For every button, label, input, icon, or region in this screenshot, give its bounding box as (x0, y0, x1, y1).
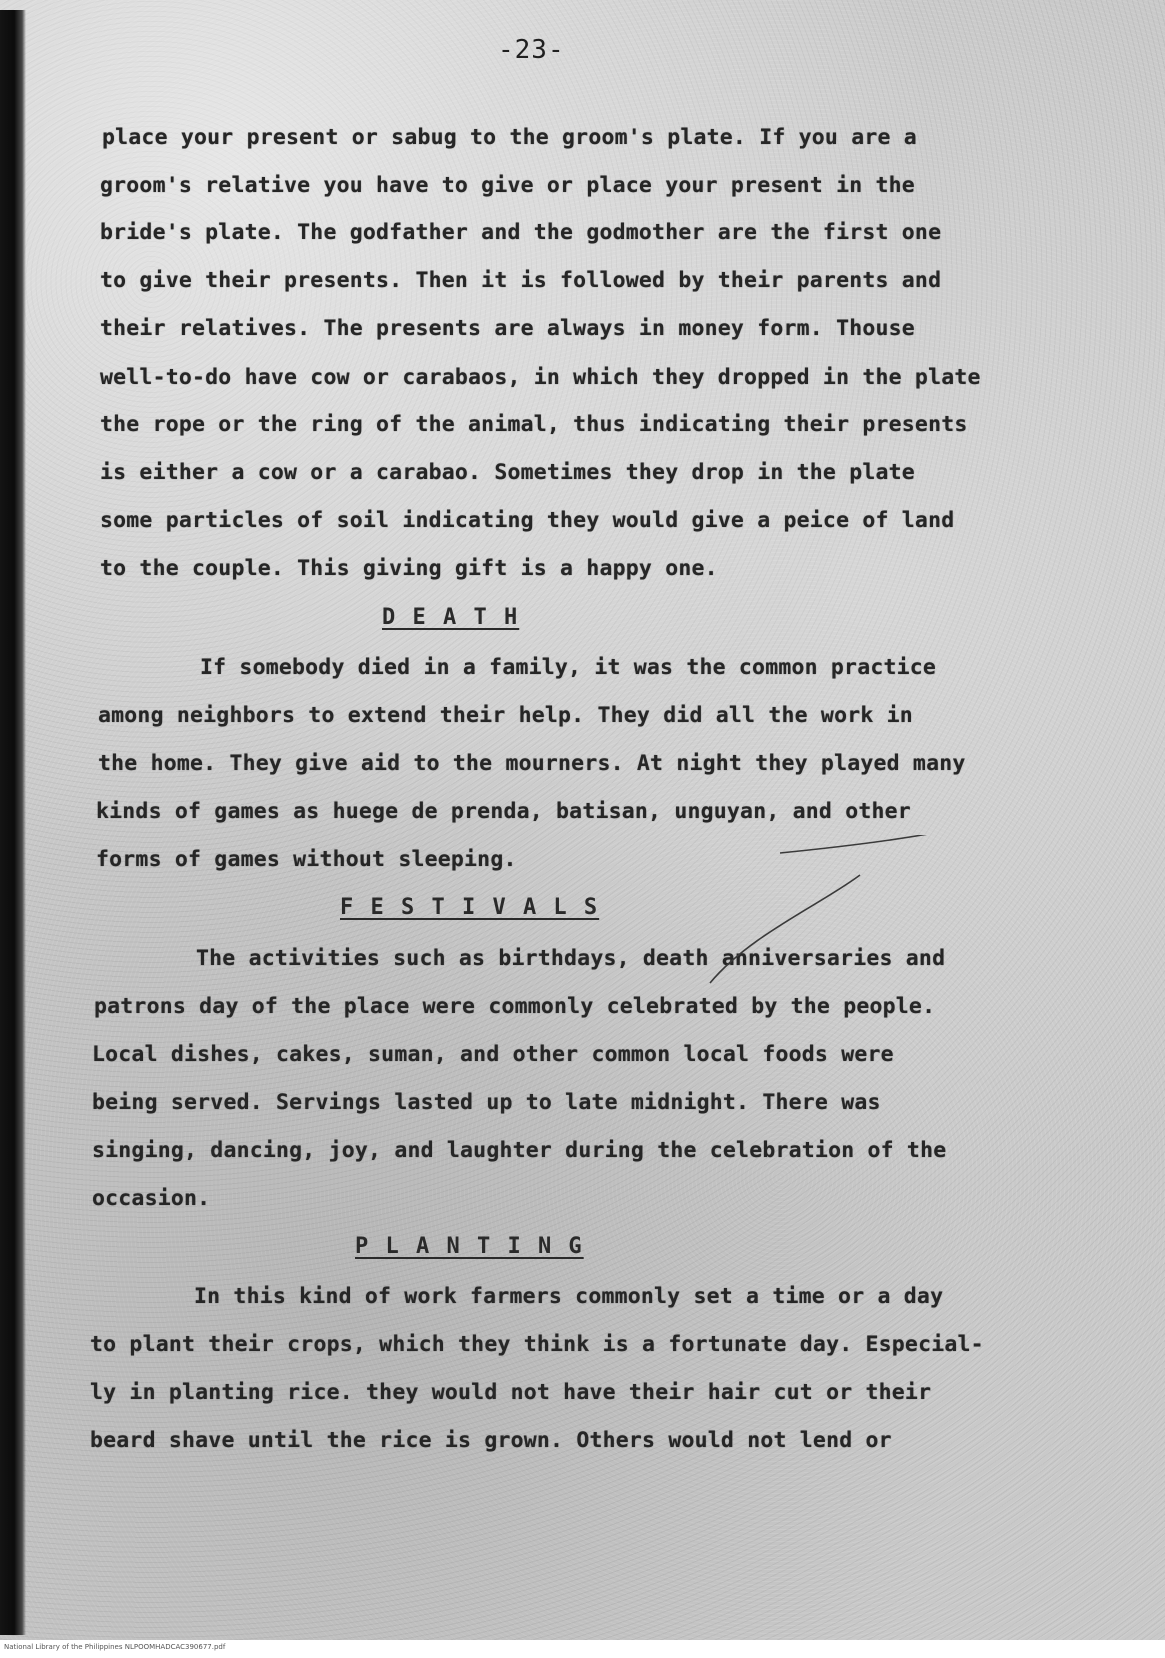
binding-edge (0, 10, 26, 1635)
text-line: kinds of games as huege de prenda, batisan, unguyan, and other (96, 799, 911, 824)
text-line: place your present or sabug to the groom's plate. If you are a (102, 125, 917, 150)
footer-caption: National Library of the Philippines NLPOOMHADCAC390677.pdf (4, 1643, 226, 1651)
text-line: Local dishes, cakes, suman, and other common local foods were (92, 1042, 894, 1067)
text-line: is either a cow or a carabao. Sometimes they drop in the plate (100, 460, 915, 485)
text-line: beard shave until the rice is grown. Others would not lend or (90, 1428, 892, 1453)
pen-stroke-mark (680, 835, 1100, 995)
text-line: If somebody died in a family, it was the common practice (200, 655, 937, 680)
text-line: ly in planting rice. they would not have their hair cut or their (90, 1380, 932, 1405)
text-line: being served. Servings lasted up to late midnight. There was (92, 1090, 881, 1115)
text-line: groom's relative you have to give or place your present in the (100, 173, 915, 198)
text-line: bride's plate. The godfather and the godmother are the first one (100, 220, 942, 245)
text-line: patrons day of the place were commonly celebrated by the people. (94, 994, 936, 1019)
text-line: to plant their crops, which they think is a fortunate day. Especial- (90, 1332, 984, 1357)
text-line: some particles of soil indicating they would give a peice of land (100, 508, 955, 533)
text-line: occasion. (92, 1186, 211, 1211)
text-line: the rope or the ring of the animal, thus indicating their presents (100, 412, 968, 437)
text-line: well-to-do have cow or carabaos, in which they dropped in the plate (100, 365, 981, 390)
section-heading-planting: P L A N T I N G (355, 1234, 584, 1259)
section-heading-death: D E A T H (382, 605, 520, 630)
section-heading-festivals: F E S T I V A L S (340, 895, 600, 920)
text-line: forms of games without sleeping. (96, 847, 517, 872)
text-line: the home. They give aid to the mourners. At night they played many (98, 751, 966, 776)
text-line: to give their presents. Then it is followed by their parents and (100, 268, 942, 293)
text-line: to the couple. This giving gift is a happy one. (100, 556, 718, 581)
text-line: The activities such as birthdays, death anniversaries and (196, 946, 946, 971)
text-line: singing, dancing, joy, and laughter during the celebration of the (92, 1138, 947, 1163)
text-line: In this kind of work farmers commonly set a time or a day (194, 1284, 944, 1309)
page-number: -23- (498, 35, 565, 65)
text-line: their relatives. The presents are always in money form. Thouse (100, 316, 915, 341)
text-line: among neighbors to extend their help. They did all the work in (98, 703, 913, 728)
